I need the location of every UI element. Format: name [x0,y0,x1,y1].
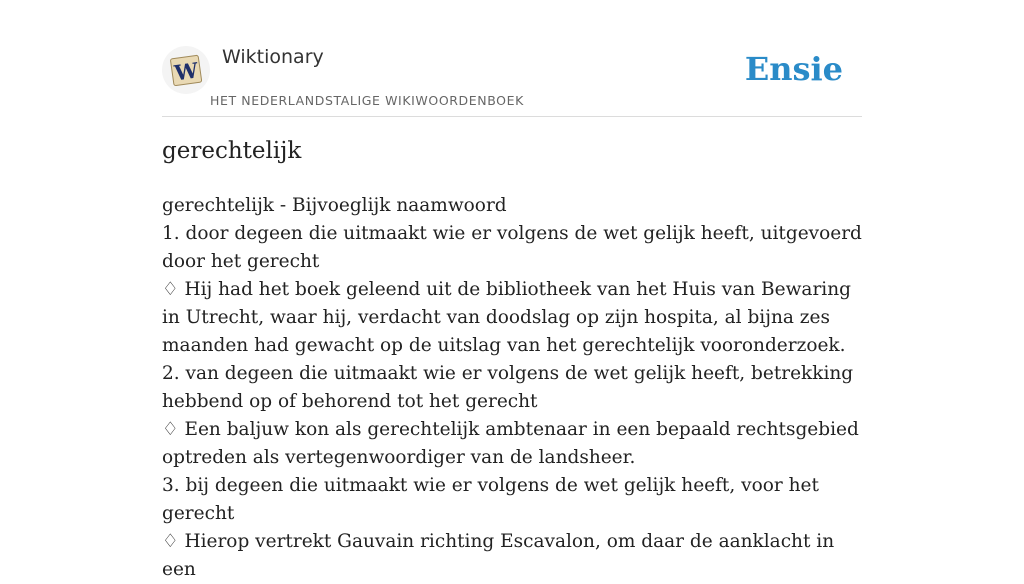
wiktionary-logo-icon[interactable] [162,46,210,94]
site-name[interactable]: Wiktionary [222,46,324,68]
entry-content [162,192,862,584]
sense-definition: 1. door degeen die uitmaakt wie er volgens de wet gelijk heeft, uitgevoerd door het gerecht [162,223,862,272]
entry-heading: gerechtelijk - Bijvoeglijk naamwoord [162,195,507,216]
wiktionary-logo-tile [168,52,204,88]
sense-definition: 2. van degeen die uitmaakt wie er volgens de wet gelijk heeft, betrekking hebbend op of behorend tot het gerecht [162,363,854,412]
brand-logo[interactable]: Ensie [744,50,843,88]
page-title: gerechtelijk [162,138,302,164]
sense-example: ♢ Een baljuw kon als gerechtelijk ambtenaar in een bepaald rechtsgebied optreden als vertegenwoordiger van de landsheer. [162,419,859,468]
sense-example: ♢ Hij had het boek geleend uit de bibliotheek van het Huis van Bewaring in Utrecht, waar hij, verdacht van doodslag op zijn hospita, al bijna zes maanden had gewacht op de uitslag van het gerechtelijk vooronderzoek. [162,279,851,356]
logo-letter: W [172,57,200,86]
sense-example: ♢ Hierop vertrekt Gauvain richting Escavalon, om daar de aanklacht in een [162,531,835,580]
site-header [162,0,862,117]
sense-definition: 3. bij degeen die uitmaakt wie er volgens de wet gelijk heeft, voor het gerecht [162,475,819,524]
site-tagline: HET NEDERLANDSTALIGE WIKIWOORDENBOEK [210,93,524,108]
